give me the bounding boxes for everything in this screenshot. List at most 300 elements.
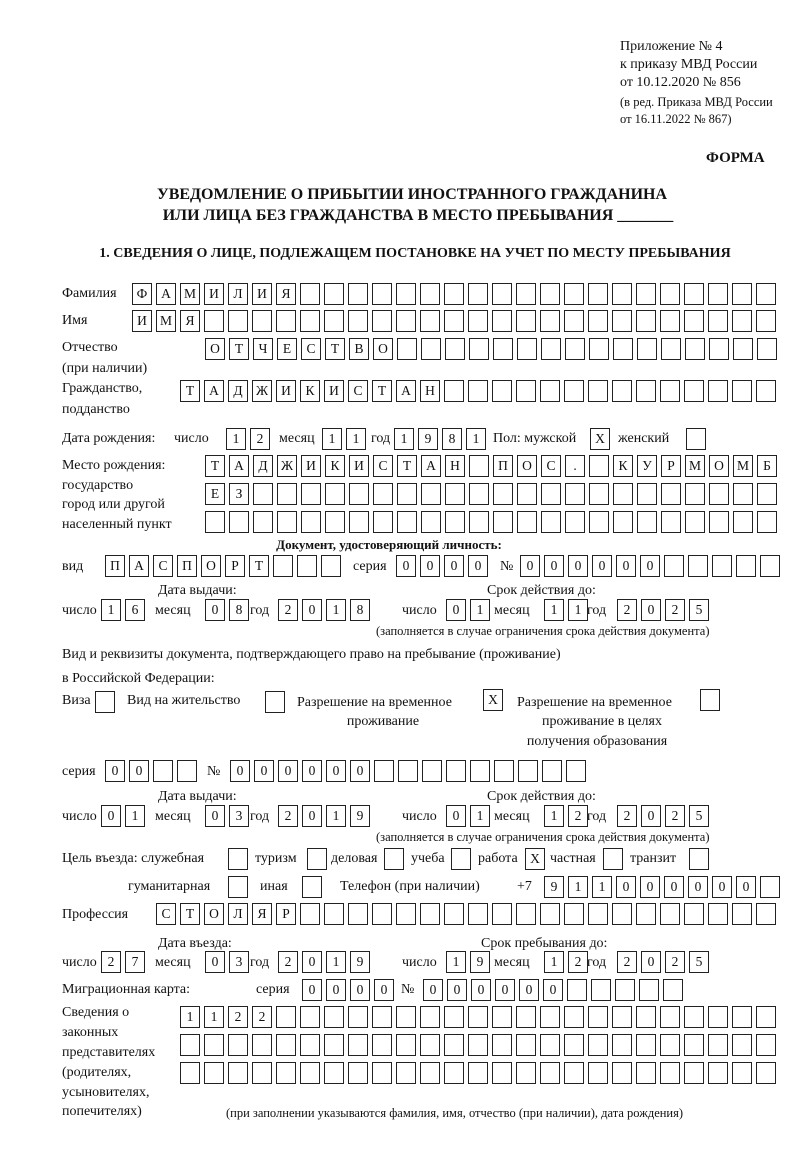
stay-day-cell[interactable]: 1 [446, 951, 466, 973]
id-number-cell[interactable]: 0 [640, 555, 660, 577]
birthplace-3-cell[interactable] [205, 511, 225, 533]
birthplace-1-cell[interactable]: У [637, 455, 657, 477]
citizenship-cell[interactable] [468, 380, 488, 402]
mig-series-cell[interactable]: 0 [326, 979, 346, 1001]
birthplace-1-cell[interactable]: Т [205, 455, 225, 477]
id-number-cell[interactable]: 0 [616, 555, 636, 577]
surname-cell[interactable] [444, 283, 464, 305]
reps-3-cell[interactable] [252, 1062, 272, 1084]
reps-1-cell[interactable] [636, 1006, 656, 1028]
birthplace-1-cell[interactable]: И [349, 455, 369, 477]
id-series-cell[interactable]: 0 [420, 555, 440, 577]
id-number-cell[interactable] [688, 555, 708, 577]
birthplace-2-cell[interactable] [301, 483, 321, 505]
id-valid-year-cell[interactable]: 2 [665, 599, 685, 621]
profession-cell[interactable] [420, 903, 440, 925]
birthplace-1-cell[interactable]: О [709, 455, 729, 477]
patronymic-cell[interactable] [541, 338, 561, 360]
stay-number-cell[interactable] [398, 760, 418, 782]
reps-2-cell[interactable] [660, 1034, 680, 1056]
citizenship-cell[interactable] [588, 380, 608, 402]
reps-3-cell[interactable] [204, 1062, 224, 1084]
reps-2-cell[interactable] [276, 1034, 296, 1056]
id-number-cell[interactable] [712, 555, 732, 577]
birthplace-1-cell[interactable]: И [301, 455, 321, 477]
patronymic-cell[interactable] [709, 338, 729, 360]
entry-year-cell[interactable]: 9 [350, 951, 370, 973]
surname-cell[interactable]: М [180, 283, 200, 305]
id-kind-cell[interactable]: С [153, 555, 173, 577]
profession-cell[interactable] [708, 903, 728, 925]
patronymic-cell[interactable]: Ч [253, 338, 273, 360]
name-cell[interactable] [468, 310, 488, 332]
birthplace-1-cell[interactable] [589, 455, 609, 477]
phone-cell[interactable]: 0 [640, 876, 660, 898]
name-cell[interactable] [204, 310, 224, 332]
name-cell[interactable] [612, 310, 632, 332]
citizenship-cell[interactable] [540, 380, 560, 402]
surname-cell[interactable] [732, 283, 752, 305]
stay-number-cell[interactable] [374, 760, 394, 782]
birthplace-1-cell[interactable]: О [517, 455, 537, 477]
name-cell[interactable] [732, 310, 752, 332]
mig-number-cell[interactable]: 0 [495, 979, 515, 1001]
id-series-cell[interactable]: 0 [468, 555, 488, 577]
mig-number-cell[interactable] [615, 979, 635, 1001]
birthplace-1-cell[interactable]: Д [253, 455, 273, 477]
reps-2-cell[interactable] [636, 1034, 656, 1056]
profession-cell[interactable] [396, 903, 416, 925]
name-cell[interactable] [540, 310, 560, 332]
profession-cell[interactable] [660, 903, 680, 925]
stay-series-cell[interactable] [153, 760, 173, 782]
birth-year-cell[interactable]: 8 [442, 428, 462, 450]
patronymic-cell[interactable]: Т [229, 338, 249, 360]
name-cell[interactable] [492, 310, 512, 332]
patronymic-cell[interactable] [397, 338, 417, 360]
mig-number-cell[interactable] [591, 979, 611, 1001]
profession-cell[interactable] [564, 903, 584, 925]
patronymic-cell[interactable] [589, 338, 609, 360]
birthplace-3-cell[interactable] [661, 511, 681, 533]
surname-cell[interactable]: Я [276, 283, 296, 305]
id-issue-year-cell[interactable]: 2 [278, 599, 298, 621]
citizenship-cell[interactable] [516, 380, 536, 402]
entry-day-cell[interactable]: 2 [101, 951, 121, 973]
mig-number-cell[interactable] [567, 979, 587, 1001]
entry-month-cell[interactable]: 3 [229, 951, 249, 973]
surname-cell[interactable] [612, 283, 632, 305]
reps-2-cell[interactable] [180, 1034, 200, 1056]
birthplace-2-cell[interactable]: З [229, 483, 249, 505]
birthplace-2-cell[interactable] [517, 483, 537, 505]
birth-month-cell[interactable]: 1 [346, 428, 366, 450]
birthplace-2-cell[interactable] [445, 483, 465, 505]
profession-cell[interactable]: Л [228, 903, 248, 925]
reps-2-cell[interactable] [516, 1034, 536, 1056]
surname-cell[interactable]: И [252, 283, 272, 305]
reps-3-cell[interactable] [324, 1062, 344, 1084]
reps-3-cell[interactable] [684, 1062, 704, 1084]
id-valid-year-cell[interactable]: 2 [617, 599, 637, 621]
profession-cell[interactable]: С [156, 903, 176, 925]
reps-1-cell[interactable] [468, 1006, 488, 1028]
birthplace-1-cell[interactable]: К [325, 455, 345, 477]
name-cell[interactable] [516, 310, 536, 332]
birthplace-1-cell[interactable]: Р [661, 455, 681, 477]
purpose-private-checkbox[interactable] [603, 848, 623, 870]
mig-number-cell[interactable]: 0 [471, 979, 491, 1001]
birthplace-2-cell[interactable] [733, 483, 753, 505]
reps-2-cell[interactable] [420, 1034, 440, 1056]
surname-cell[interactable] [708, 283, 728, 305]
reps-2-cell[interactable] [756, 1034, 776, 1056]
phone-cell[interactable]: 0 [712, 876, 732, 898]
birthplace-2-cell[interactable] [421, 483, 441, 505]
stay-number-cell[interactable]: 0 [278, 760, 298, 782]
reps-1-cell[interactable] [612, 1006, 632, 1028]
citizenship-cell[interactable] [492, 380, 512, 402]
stay-valid-day-cell[interactable]: 1 [470, 805, 490, 827]
mig-number-cell[interactable] [663, 979, 683, 1001]
profession-cell[interactable] [300, 903, 320, 925]
name-cell[interactable]: Я [180, 310, 200, 332]
stay-number-cell[interactable] [446, 760, 466, 782]
reps-2-cell[interactable] [444, 1034, 464, 1056]
reps-3-cell[interactable] [516, 1062, 536, 1084]
reps-3-cell[interactable] [660, 1062, 680, 1084]
birthplace-3-cell[interactable] [541, 511, 561, 533]
reps-2-cell[interactable] [228, 1034, 248, 1056]
citizenship-cell[interactable]: А [396, 380, 416, 402]
id-number-cell[interactable] [664, 555, 684, 577]
patronymic-cell[interactable] [565, 338, 585, 360]
profession-cell[interactable] [612, 903, 632, 925]
id-valid-month-cell[interactable]: 1 [544, 599, 564, 621]
reps-3-cell[interactable] [588, 1062, 608, 1084]
surname-cell[interactable] [756, 283, 776, 305]
stay-valid-month-cell[interactable]: 2 [568, 805, 588, 827]
patronymic-cell[interactable] [613, 338, 633, 360]
id-kind-cell[interactable] [321, 555, 341, 577]
birthplace-3-cell[interactable] [637, 511, 657, 533]
reps-1-cell[interactable]: 1 [180, 1006, 200, 1028]
birthplace-3-cell[interactable] [565, 511, 585, 533]
stay-number-cell[interactable] [566, 760, 586, 782]
profession-cell[interactable] [756, 903, 776, 925]
profession-cell[interactable] [588, 903, 608, 925]
reps-1-cell[interactable] [372, 1006, 392, 1028]
phone-cell[interactable]: 0 [616, 876, 636, 898]
surname-cell[interactable] [468, 283, 488, 305]
patronymic-cell[interactable] [421, 338, 441, 360]
birthplace-2-cell[interactable] [637, 483, 657, 505]
birthplace-3-cell[interactable] [757, 511, 777, 533]
entry-year-cell[interactable]: 0 [302, 951, 322, 973]
phone-cell[interactable] [760, 876, 780, 898]
sex-female-checkbox[interactable] [686, 428, 706, 450]
profession-cell[interactable]: Т [180, 903, 200, 925]
birthplace-2-cell[interactable] [253, 483, 273, 505]
reps-3-cell[interactable] [372, 1062, 392, 1084]
reps-1-cell[interactable] [732, 1006, 752, 1028]
purpose-business-checkbox[interactable] [384, 848, 404, 870]
id-issue-day-cell[interactable]: 6 [125, 599, 145, 621]
temp-edu-checkbox[interactable] [700, 689, 720, 711]
birthplace-3-cell[interactable] [445, 511, 465, 533]
id-issue-day-cell[interactable]: 1 [101, 599, 121, 621]
stay-series-cell[interactable] [177, 760, 197, 782]
name-cell[interactable] [372, 310, 392, 332]
stay-number-cell[interactable] [422, 760, 442, 782]
id-number-cell[interactable] [736, 555, 756, 577]
stay-issue-month-cell[interactable]: 0 [205, 805, 225, 827]
mig-series-cell[interactable]: 0 [374, 979, 394, 1001]
citizenship-cell[interactable]: Н [420, 380, 440, 402]
stay-number-cell[interactable] [470, 760, 490, 782]
profession-cell[interactable] [636, 903, 656, 925]
profession-cell[interactable] [516, 903, 536, 925]
birthplace-3-cell[interactable] [253, 511, 273, 533]
patronymic-cell[interactable] [493, 338, 513, 360]
citizenship-cell[interactable] [660, 380, 680, 402]
birthplace-1-cell[interactable]: Б [757, 455, 777, 477]
reps-1-cell[interactable]: 2 [252, 1006, 272, 1028]
birthplace-1-cell[interactable]: П [493, 455, 513, 477]
birthplace-2-cell[interactable] [541, 483, 561, 505]
birthplace-2-cell[interactable] [685, 483, 705, 505]
reps-3-cell[interactable] [756, 1062, 776, 1084]
surname-cell[interactable] [348, 283, 368, 305]
reps-2-cell[interactable] [564, 1034, 584, 1056]
stay-valid-year-cell[interactable]: 2 [665, 805, 685, 827]
reps-3-cell[interactable] [444, 1062, 464, 1084]
stay-number-cell[interactable]: 0 [254, 760, 274, 782]
reps-1-cell[interactable] [324, 1006, 344, 1028]
name-cell[interactable] [636, 310, 656, 332]
patronymic-cell[interactable]: О [205, 338, 225, 360]
mig-series-cell[interactable]: 0 [350, 979, 370, 1001]
stay-year-cell[interactable]: 2 [617, 951, 637, 973]
profession-cell[interactable] [540, 903, 560, 925]
patronymic-cell[interactable]: Е [277, 338, 297, 360]
name-cell[interactable] [300, 310, 320, 332]
purpose-study-checkbox[interactable] [451, 848, 471, 870]
reps-1-cell[interactable] [708, 1006, 728, 1028]
id-issue-year-cell[interactable]: 8 [350, 599, 370, 621]
reps-2-cell[interactable] [540, 1034, 560, 1056]
reps-2-cell[interactable] [468, 1034, 488, 1056]
birthplace-1-cell[interactable]: Н [445, 455, 465, 477]
reps-1-cell[interactable] [756, 1006, 776, 1028]
purpose-other-checkbox[interactable] [302, 876, 322, 898]
birth-month-cell[interactable]: 1 [322, 428, 342, 450]
reps-3-cell[interactable] [636, 1062, 656, 1084]
reps-1-cell[interactable]: 2 [228, 1006, 248, 1028]
birthplace-1-cell[interactable]: М [685, 455, 705, 477]
phone-cell[interactable]: 0 [688, 876, 708, 898]
reps-1-cell[interactable] [444, 1006, 464, 1028]
reps-1-cell[interactable] [684, 1006, 704, 1028]
profession-cell[interactable] [468, 903, 488, 925]
id-number-cell[interactable]: 0 [544, 555, 564, 577]
reps-1-cell[interactable] [588, 1006, 608, 1028]
name-cell[interactable]: М [156, 310, 176, 332]
reps-3-cell[interactable] [540, 1062, 560, 1084]
citizenship-cell[interactable]: Т [372, 380, 392, 402]
patronymic-cell[interactable]: С [301, 338, 321, 360]
reps-2-cell[interactable] [252, 1034, 272, 1056]
birthplace-1-cell[interactable]: К [613, 455, 633, 477]
id-kind-cell[interactable] [273, 555, 293, 577]
id-issue-month-cell[interactable]: 0 [205, 599, 225, 621]
stay-issue-month-cell[interactable]: 3 [229, 805, 249, 827]
purpose-service-checkbox[interactable] [228, 848, 248, 870]
birth-year-cell[interactable]: 1 [466, 428, 486, 450]
reps-3-cell[interactable] [300, 1062, 320, 1084]
reps-1-cell[interactable] [348, 1006, 368, 1028]
birthplace-3-cell[interactable] [349, 511, 369, 533]
patronymic-cell[interactable]: В [349, 338, 369, 360]
stay-series-cell[interactable]: 0 [105, 760, 125, 782]
id-series-cell[interactable]: 0 [444, 555, 464, 577]
id-series-cell[interactable]: 0 [396, 555, 416, 577]
citizenship-cell[interactable]: И [324, 380, 344, 402]
patronymic-cell[interactable]: О [373, 338, 393, 360]
birthplace-1-cell[interactable]: С [541, 455, 561, 477]
surname-cell[interactable] [660, 283, 680, 305]
reps-2-cell[interactable] [492, 1034, 512, 1056]
birthplace-1-cell[interactable] [469, 455, 489, 477]
reps-1-cell[interactable] [300, 1006, 320, 1028]
reps-3-cell[interactable] [564, 1062, 584, 1084]
reps-2-cell[interactable] [348, 1034, 368, 1056]
id-valid-month-cell[interactable]: 1 [568, 599, 588, 621]
reps-2-cell[interactable] [300, 1034, 320, 1056]
reps-2-cell[interactable] [396, 1034, 416, 1056]
phone-cell[interactable]: 0 [736, 876, 756, 898]
profession-cell[interactable] [372, 903, 392, 925]
citizenship-cell[interactable] [732, 380, 752, 402]
surname-cell[interactable] [588, 283, 608, 305]
name-cell[interactable] [660, 310, 680, 332]
birthplace-1-cell[interactable]: М [733, 455, 753, 477]
reps-2-cell[interactable] [612, 1034, 632, 1056]
birthplace-1-cell[interactable]: . [565, 455, 585, 477]
id-valid-day-cell[interactable]: 1 [470, 599, 490, 621]
citizenship-cell[interactable]: Ж [252, 380, 272, 402]
name-cell[interactable] [684, 310, 704, 332]
name-cell[interactable] [252, 310, 272, 332]
patronymic-cell[interactable] [637, 338, 657, 360]
birthplace-2-cell[interactable] [757, 483, 777, 505]
mig-series-cell[interactable]: 0 [302, 979, 322, 1001]
reps-3-cell[interactable] [612, 1062, 632, 1084]
stay-issue-day-cell[interactable]: 1 [125, 805, 145, 827]
purpose-transit-checkbox[interactable] [689, 848, 709, 870]
phone-cell[interactable]: 1 [568, 876, 588, 898]
birth-day-cell[interactable]: 1 [226, 428, 246, 450]
patronymic-cell[interactable]: Т [325, 338, 345, 360]
birthplace-2-cell[interactable] [349, 483, 369, 505]
name-cell[interactable] [420, 310, 440, 332]
entry-month-cell[interactable]: 0 [205, 951, 225, 973]
reps-3-cell[interactable] [348, 1062, 368, 1084]
citizenship-cell[interactable]: Т [180, 380, 200, 402]
birthplace-1-cell[interactable]: А [421, 455, 441, 477]
purpose-work-checkbox[interactable]: X [525, 848, 545, 870]
id-kind-cell[interactable]: П [105, 555, 125, 577]
citizenship-cell[interactable] [612, 380, 632, 402]
profession-cell[interactable] [444, 903, 464, 925]
birthplace-2-cell[interactable] [709, 483, 729, 505]
id-issue-year-cell[interactable]: 0 [302, 599, 322, 621]
birthplace-2-cell[interactable] [589, 483, 609, 505]
birthplace-3-cell[interactable] [613, 511, 633, 533]
phone-cell[interactable]: 0 [664, 876, 684, 898]
stay-number-cell[interactable] [518, 760, 538, 782]
name-cell[interactable] [444, 310, 464, 332]
birthplace-2-cell[interactable] [565, 483, 585, 505]
stay-valid-year-cell[interactable]: 2 [617, 805, 637, 827]
birthplace-2-cell[interactable]: Е [205, 483, 225, 505]
citizenship-cell[interactable]: И [276, 380, 296, 402]
birthplace-3-cell[interactable] [517, 511, 537, 533]
mig-number-cell[interactable]: 0 [447, 979, 467, 1001]
birthplace-3-cell[interactable] [469, 511, 489, 533]
entry-year-cell[interactable]: 2 [278, 951, 298, 973]
id-issue-year-cell[interactable]: 1 [326, 599, 346, 621]
birthplace-1-cell[interactable]: Ж [277, 455, 297, 477]
reps-1-cell[interactable]: 1 [204, 1006, 224, 1028]
surname-cell[interactable] [300, 283, 320, 305]
stay-issue-year-cell[interactable]: 1 [326, 805, 346, 827]
birthplace-3-cell[interactable] [589, 511, 609, 533]
birthplace-2-cell[interactable] [661, 483, 681, 505]
reps-3-cell[interactable] [708, 1062, 728, 1084]
reps-1-cell[interactable] [276, 1006, 296, 1028]
surname-cell[interactable]: А [156, 283, 176, 305]
id-valid-day-cell[interactable]: 0 [446, 599, 466, 621]
entry-day-cell[interactable]: 7 [125, 951, 145, 973]
name-cell[interactable] [588, 310, 608, 332]
surname-cell[interactable] [420, 283, 440, 305]
reps-3-cell[interactable] [420, 1062, 440, 1084]
patronymic-cell[interactable] [733, 338, 753, 360]
name-cell[interactable]: И [132, 310, 152, 332]
surname-cell[interactable] [492, 283, 512, 305]
profession-cell[interactable] [324, 903, 344, 925]
birthplace-3-cell[interactable] [709, 511, 729, 533]
name-cell[interactable] [564, 310, 584, 332]
birthplace-2-cell[interactable] [613, 483, 633, 505]
name-cell[interactable] [228, 310, 248, 332]
stay-issue-year-cell[interactable]: 9 [350, 805, 370, 827]
birthplace-3-cell[interactable] [733, 511, 753, 533]
stay-number-cell[interactable]: 0 [350, 760, 370, 782]
name-cell[interactable] [348, 310, 368, 332]
reps-1-cell[interactable] [420, 1006, 440, 1028]
birthplace-2-cell[interactable] [493, 483, 513, 505]
reps-3-cell[interactable] [228, 1062, 248, 1084]
visa-checkbox[interactable] [95, 691, 115, 713]
profession-cell[interactable] [732, 903, 752, 925]
surname-cell[interactable] [684, 283, 704, 305]
reps-2-cell[interactable] [372, 1034, 392, 1056]
reps-2-cell[interactable] [732, 1034, 752, 1056]
reps-1-cell[interactable] [540, 1006, 560, 1028]
birthplace-3-cell[interactable] [373, 511, 393, 533]
